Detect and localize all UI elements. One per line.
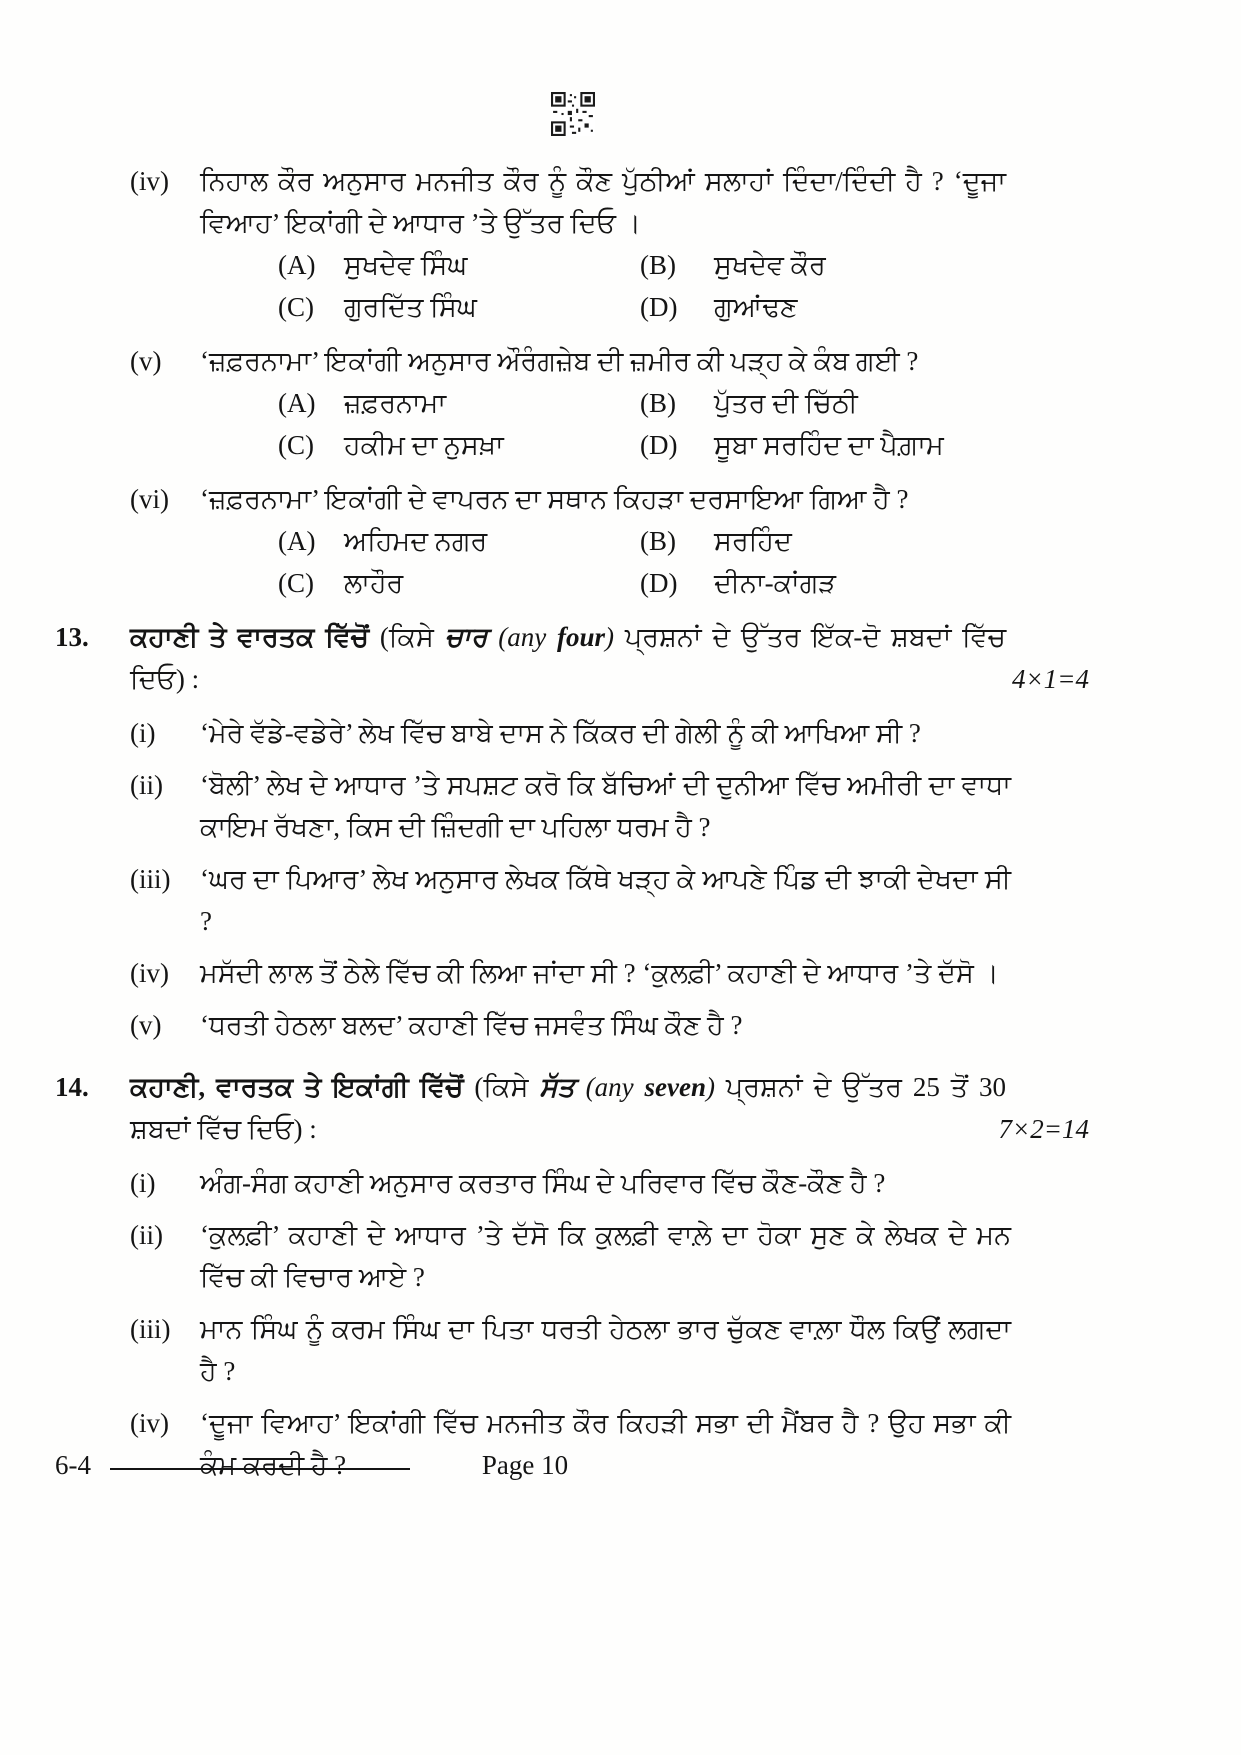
marks-badge: 7×2=14 bbox=[998, 1114, 1089, 1144]
sub-question-number: (iii) bbox=[130, 864, 171, 894]
option-label-c: (C) bbox=[278, 292, 314, 322]
heading-pre-text: (ਕਿਸੇ bbox=[474, 1072, 540, 1102]
sub-question-text: ‘ਬੋਲੀ’ ਲੇਖ ਦੇ ਆਧਾਰ ’ਤੇ ਸਪਸ਼ਟ ਕਰੋ ਕਿ ਬੱਚਿਆਂ ਦੀ ਦੁਨੀਆ ਵਿੱਚ ਅਮੀਰੀ ਦਾ ਵਾਧਾ ਕਾਇਮ ਰੱਖਣਾ, ਕਿਸ ਦੀ ਜ਼ਿੰਦਗੀ ਦਾ ਪਹਿਲਾ ਧਰਮ ਹੈ ? bbox=[200, 770, 1011, 842]
option-label-c: (C) bbox=[278, 568, 314, 598]
heading-pre-text: (ਕਿਸੇ bbox=[379, 622, 445, 652]
sub-question-text: ਮਾਨ ਸਿੰਘ ਨੂੰ ਕਰਮ ਸਿੰਘ ਦਾ ਪਿਤਾ ਧਰਤੀ ਹੇਠਲਾ ਭਾਰ ਚੁੱਕਣ ਵਾਲ਼ਾ ਧੌਲ ਕਿਉਂ ਲਗਦਾ ਹੈ ? bbox=[200, 1314, 1011, 1386]
question-14-heading bbox=[130, 1066, 1091, 1150]
option-label-d: (D) bbox=[640, 430, 678, 460]
sub-question-13-i bbox=[130, 712, 1091, 754]
option-text-c: ਹਕੀਮ ਦਾ ਨੁਸਖ਼ਾ bbox=[344, 430, 504, 460]
sub-question-14-i bbox=[130, 1162, 1091, 1204]
option-text-a: ਸੁਖਦੇਵ ਸਿੰਘ bbox=[344, 250, 468, 280]
option-text-c: ਗੁਰਦਿੱਤ ਸਿੰਘ bbox=[344, 292, 477, 322]
sub-question-text: ਅੰਗ-ਸੰਗ ਕਹਾਣੀ ਅਨੁਸਾਰ ਕਰਤਾਰ ਸਿੰਘ ਦੇ ਪਰਿਵਾਰ ਵਿੱਚ ਕੌਣ-ਕੌਣ ਹੈ ? bbox=[200, 1168, 886, 1198]
sub-question-text: ‘ਦੂਜਾ ਵਿਆਹ’ ਇਕਾਂਗੀ ਵਿੱਚ ਮਨਜੀਤ ਕੌਰ ਕਿਹੜੀ ਸਭਾ ਦੀ ਮੈਂਬਰ ਹੈ ? ਉਹ ਸਭਾ ਕੀ ਕੰਮ ਕਰਦੀ ਹੈ ? bbox=[200, 1408, 1011, 1480]
option-label-a: (A) bbox=[278, 388, 316, 418]
sub-question-text: ‘ਕੁਲਫ਼ੀ’ ਕਹਾਣੀ ਦੇ ਆਧਾਰ ’ਤੇ ਦੱਸੋ ਕਿ ਕੁਲਫ਼ੀ ਵਾਲ਼ੇ ਦਾ ਹੋਕਾ ਸੁਣ ਕੇ ਲੇਖਕ ਦੇ ਮਨ ਵਿੱਚ ਕੀ ਵਿਚਾਰ ਆਏ ? bbox=[200, 1220, 1011, 1292]
heading-rest-text: ਪ੍ਰਸ਼ਨਾਂ ਦੇ ਉੱਤਰ 25 ਤੋਂ 30 ਸ਼ਬਦਾਂ ਵਿੱਚ ਦਿਓ) : bbox=[130, 1072, 1006, 1144]
page-number: Page 10 bbox=[481, 1450, 569, 1480]
question-text: ‘ਜ਼ਫ਼ਰਨਾਮਾ’ ਇਕਾਂਗੀ ਦੇ ਵਾਪਰਨ ਦਾ ਸਥਾਨ ਕਿਹੜਾ ਦਰਸਾਇਆ ਗਿਆ ਹੈ ? bbox=[200, 484, 909, 514]
sub-question-text: ਮਸੱਦੀ ਲਾਲ ਤੋਂ ਠੇਲੇ ਵਿੱਚ ਕੀ ਲਿਆ ਜਾਂਦਾ ਸੀ ? ‘ਕੁਲਫ਼ੀ’ ਕਹਾਣੀ ਦੇ ਆਧਾਰ ’ਤੇ ਦੱਸੋ । bbox=[200, 958, 999, 988]
sub-question-13-ii bbox=[130, 764, 1091, 848]
option-text-d: ਦੀਨਾ-ਕਾਂਗੜ bbox=[714, 568, 837, 598]
question-number: (v) bbox=[130, 346, 162, 376]
sub-question-13-iii bbox=[130, 858, 1091, 942]
option-text-a: ਅਹਿਮਦ ਨਗਰ bbox=[344, 526, 488, 556]
marks-badge: 4×1=4 bbox=[1012, 664, 1089, 694]
options-grid bbox=[278, 244, 1091, 328]
question-text: ਨਿਹਾਲ ਕੌਰ ਅਨੁਸਾਰ ਮਨਜੀਤ ਕੌਰ ਨੂੰ ਕੌਣ ਪੁੱਠੀਆਂ ਸਲਾਹਾਂ ਦਿੰਦਾ/ਦਿੰਦੀ ਹੈ ? ‘ਦੂਜਾ ਵਿਆਹ’ ਇਕਾਂਗੀ ਦੇ ਆਧਾਰ ’ਤੇ ਉੱਤਰ ਦਿਓ । bbox=[200, 166, 1006, 238]
page-content bbox=[55, 92, 1091, 1496]
sub-question-text: ‘ਘਰ ਦਾ ਪਿਆਰ’ ਲੇਖ ਅਨੁਸਾਰ ਲੇਖਕ ਕਿੱਥੇ ਖੜ੍ਹ ਕੇ ਆਪਣੇ ਪਿੰਡ ਦੀ ਝਾਕੀ ਦੇਖਦਾ ਸੀ ? bbox=[200, 864, 1011, 936]
sub-question-number: (iv) bbox=[130, 1408, 169, 1438]
sub-question-13-v bbox=[130, 1004, 1091, 1046]
sub-question-number: (iii) bbox=[130, 1314, 171, 1344]
sub-question-14-ii bbox=[130, 1214, 1091, 1298]
option-label-b: (B) bbox=[640, 526, 676, 556]
sub-question-number: (ii) bbox=[130, 770, 163, 800]
mcq-question-v bbox=[55, 340, 1091, 466]
sub-question-number: (ii) bbox=[130, 1220, 163, 1250]
paper-code: 6-4 bbox=[55, 1450, 91, 1480]
latin-pre: (any bbox=[585, 1072, 645, 1102]
qr-code bbox=[551, 92, 595, 136]
question-13-heading bbox=[130, 616, 1091, 700]
latin-post: ) bbox=[605, 622, 625, 652]
question-14 bbox=[55, 1066, 1091, 1496]
heading-keyword: ਚਾਰ bbox=[444, 622, 499, 652]
mcq-question-vi bbox=[55, 478, 1091, 604]
sub-question-text: ‘ਮੇਰੇ ਵੱਡੇ-ਵਡੇਰੇ’ ਲੇਖ ਵਿੱਚ ਬਾਬੇ ਦਾਸ ਨੇ ਕਿੱਕਰ ਦੀ ਗੇਲੀ ਨੂੰ ਕੀ ਆਖਿਆ ਸੀ ? bbox=[200, 718, 921, 748]
sub-question-number: (i) bbox=[130, 1168, 156, 1198]
option-text-d: ਸੂਬਾ ਸਰਹਿੰਦ ਦਾ ਪੈਗ਼ਾਮ bbox=[714, 430, 944, 460]
option-text-b: ਪੁੱਤਰ ਦੀ ਚਿੱਠੀ bbox=[714, 388, 858, 418]
option-text-c: ਲਾਹੌਰ bbox=[344, 568, 404, 598]
heading-keyword: ਸੱਤ bbox=[539, 1072, 586, 1102]
option-label-d: (D) bbox=[640, 568, 678, 598]
options-grid bbox=[278, 520, 1091, 604]
option-text-b: ਸੁਖਦੇਵ ਕੌਰ bbox=[714, 250, 826, 280]
question-number: (iv) bbox=[130, 166, 169, 196]
question-number: (vi) bbox=[130, 484, 169, 514]
latin-keyword: seven bbox=[644, 1072, 706, 1102]
option-label-a: (A) bbox=[278, 250, 316, 280]
option-label-b: (B) bbox=[640, 250, 676, 280]
option-text-d: ਗੁਆਂਢਣ bbox=[714, 292, 798, 322]
option-label-c: (C) bbox=[278, 430, 314, 460]
heading-rest-text: ਪ੍ਰਸ਼ਨਾਂ ਦੇ ਉੱਤਰ ਇੱਕ-ਦੋ ਸ਼ਬਦਾਂ ਵਿੱਚ ਦਿਓ) : bbox=[130, 622, 1006, 694]
latin-keyword: four bbox=[557, 622, 606, 652]
sub-question-text: ‘ਧਰਤੀ ਹੇਠਲਾ ਬਲਦ’ ਕਹਾਣੀ ਵਿੱਚ ਜਸਵੰਤ ਸਿੰਘ ਕੌਣ ਹੈ ? bbox=[200, 1010, 743, 1040]
sub-question-14-iii bbox=[130, 1308, 1091, 1392]
mcq-question-iv bbox=[55, 160, 1091, 328]
page-footer bbox=[55, 1444, 1091, 1494]
question-text: ‘ਜ਼ਫ਼ਰਨਾਮਾ’ ਇਕਾਂਗੀ ਅਨੁਸਾਰ ਔਰੰਗਜ਼ੇਬ ਦੀ ਜ਼ਮੀਰ ਕੀ ਪੜ੍ਹ ਕੇ ਕੰਬ ਗਈ ? bbox=[200, 346, 919, 376]
sub-question-number: (iv) bbox=[130, 958, 169, 988]
option-label-d: (D) bbox=[640, 292, 678, 322]
sub-question-number: (v) bbox=[130, 1010, 162, 1040]
latin-post: ) bbox=[705, 1072, 726, 1102]
question-13-number: 13. bbox=[55, 622, 89, 652]
option-label-b: (B) bbox=[640, 388, 676, 418]
sub-question-number: (i) bbox=[130, 718, 156, 748]
latin-pre: (any bbox=[498, 622, 558, 652]
option-label-a: (A) bbox=[278, 526, 316, 556]
options-grid bbox=[278, 382, 1091, 466]
heading-bold-text: ਕਹਾਣੀ, ਵਾਰਤਕ ਤੇ ਇਕਾਂਗੀ ਵਿੱਚੋਂ bbox=[130, 1072, 475, 1102]
sub-question-13-iv bbox=[130, 952, 1091, 994]
question-14-number: 14. bbox=[55, 1072, 89, 1102]
heading-bold-text: ਕਹਾਣੀ ਤੇ ਵਾਰਤਕ ਵਿੱਚੋਂ bbox=[130, 622, 380, 652]
option-text-a: ਜ਼ਫ਼ਰਨਾਮਾ bbox=[344, 388, 447, 418]
option-text-b: ਸਰਹਿੰਦ bbox=[714, 526, 792, 556]
question-13 bbox=[55, 616, 1091, 1056]
